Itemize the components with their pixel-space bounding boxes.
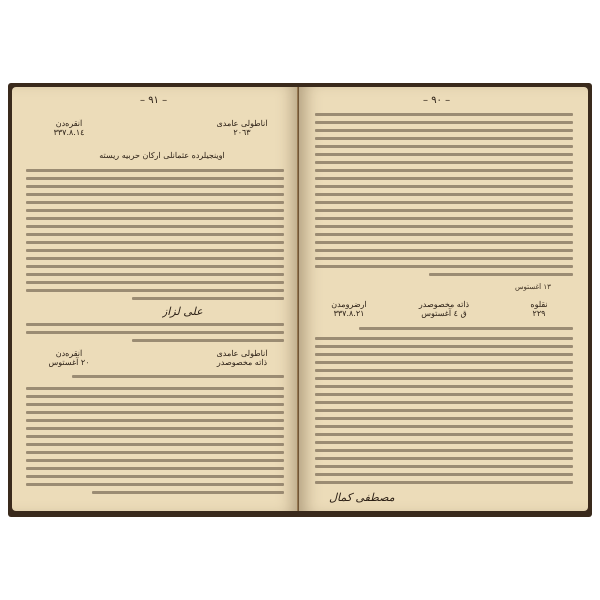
left-second-header-left-line2: ٢٠ آغستوس — [48, 358, 90, 367]
text-line — [92, 491, 284, 494]
text-line — [315, 265, 573, 268]
text-line — [315, 145, 573, 148]
text-line — [26, 323, 284, 326]
text-line — [26, 443, 284, 446]
left-header-left-line2: ٣٣٧.٨.١٤ — [53, 128, 85, 137]
right-header-left-line1: ارضرومدن — [331, 300, 367, 309]
text-line — [132, 339, 284, 342]
text-line — [315, 433, 573, 436]
left-section-title: اوينجيلردە عثمانلى اركان حربيە ريستە — [99, 151, 225, 160]
text-line — [72, 375, 284, 378]
text-line — [26, 451, 284, 454]
text-line — [315, 465, 573, 468]
text-line — [26, 483, 284, 486]
left-second-header-left-line1: آنقرەدن — [55, 349, 83, 358]
left-header-right-line1: آناطولى عامدى — [216, 119, 268, 128]
left-page — [12, 87, 299, 511]
right-header-mid-line2: ق ٤ آغستوس — [421, 309, 467, 318]
text-line — [132, 297, 284, 300]
text-line — [315, 401, 573, 404]
text-line — [26, 427, 284, 430]
text-line — [26, 225, 284, 228]
right-signature: مصطفى كمال — [329, 491, 395, 504]
text-line — [315, 113, 573, 116]
left-second-header-right — [197, 349, 287, 367]
text-line — [26, 249, 284, 252]
text-line — [315, 201, 573, 204]
text-line — [315, 377, 573, 380]
right-header-mid — [399, 300, 489, 318]
text-line — [315, 425, 573, 428]
text-line — [26, 289, 284, 292]
text-line — [26, 403, 284, 406]
right-page-number: – ٩٠ – — [423, 95, 451, 106]
left-header-right — [197, 119, 287, 137]
text-line — [315, 241, 573, 244]
text-line — [315, 169, 573, 172]
text-line — [26, 411, 284, 414]
text-line — [26, 419, 284, 422]
left-header-right-line2: ٢٠٦٣ — [233, 128, 251, 137]
right-header-left-line2: ٣٣٧.٨.٢١ — [333, 309, 365, 318]
text-line — [315, 185, 573, 188]
left-second-header-right-line2: ذاتە مخصوصدر — [216, 358, 268, 367]
text-line — [315, 121, 573, 124]
text-line — [26, 257, 284, 260]
text-line — [315, 217, 573, 220]
right-header-mid-line1: ذاتە مخصوصدر — [418, 300, 470, 309]
left-page-number: – ٩١ – — [140, 95, 168, 106]
text-line — [315, 209, 573, 212]
text-line — [315, 153, 573, 156]
text-line — [26, 201, 284, 204]
left-signature: علی لزاز — [162, 305, 203, 318]
text-line — [315, 225, 573, 228]
right-header-right — [499, 300, 579, 318]
text-line — [315, 481, 573, 484]
text-line — [315, 441, 573, 444]
text-line — [315, 393, 573, 396]
text-line — [26, 177, 284, 180]
left-second-header-right-line1: آناطولى عامدى — [216, 349, 268, 358]
text-line — [315, 177, 573, 180]
text-line — [315, 385, 573, 388]
text-line — [26, 387, 284, 390]
text-line — [315, 409, 573, 412]
text-line — [26, 185, 284, 188]
text-line — [26, 193, 284, 196]
text-line — [315, 257, 573, 260]
text-line — [429, 273, 573, 276]
text-line — [26, 435, 284, 438]
text-line — [26, 265, 284, 268]
text-line — [26, 169, 284, 172]
text-line — [26, 395, 284, 398]
text-line — [315, 369, 573, 372]
text-line — [26, 475, 284, 478]
text-line — [315, 129, 573, 132]
text-line — [315, 353, 573, 356]
text-line — [315, 193, 573, 196]
text-line — [315, 473, 573, 476]
right-header-left — [309, 300, 389, 318]
text-line — [26, 467, 284, 470]
text-line — [26, 241, 284, 244]
text-line — [315, 249, 573, 252]
text-line — [315, 457, 573, 460]
text-line — [26, 233, 284, 236]
text-line — [26, 331, 284, 334]
right-date-line: ١٣ آغستوس — [515, 283, 551, 291]
text-line — [315, 345, 573, 348]
text-line — [26, 217, 284, 220]
text-line — [315, 337, 573, 340]
left-header-left — [24, 119, 114, 137]
text-line — [315, 449, 573, 452]
text-line — [26, 273, 284, 276]
text-line — [315, 417, 573, 420]
text-line — [26, 459, 284, 462]
right-header-right-line2: ٢٢٩ — [532, 309, 546, 318]
left-header-left-line1: آنقرەدن — [55, 119, 83, 128]
left-second-header-left — [24, 349, 114, 367]
text-line — [315, 361, 573, 364]
text-line — [315, 161, 573, 164]
right-header-right-line1: نقلوه — [530, 300, 548, 309]
text-line — [26, 281, 284, 284]
text-line — [315, 137, 573, 140]
text-line — [26, 209, 284, 212]
text-line — [359, 327, 573, 330]
text-line — [315, 233, 573, 236]
right-page — [299, 87, 588, 511]
